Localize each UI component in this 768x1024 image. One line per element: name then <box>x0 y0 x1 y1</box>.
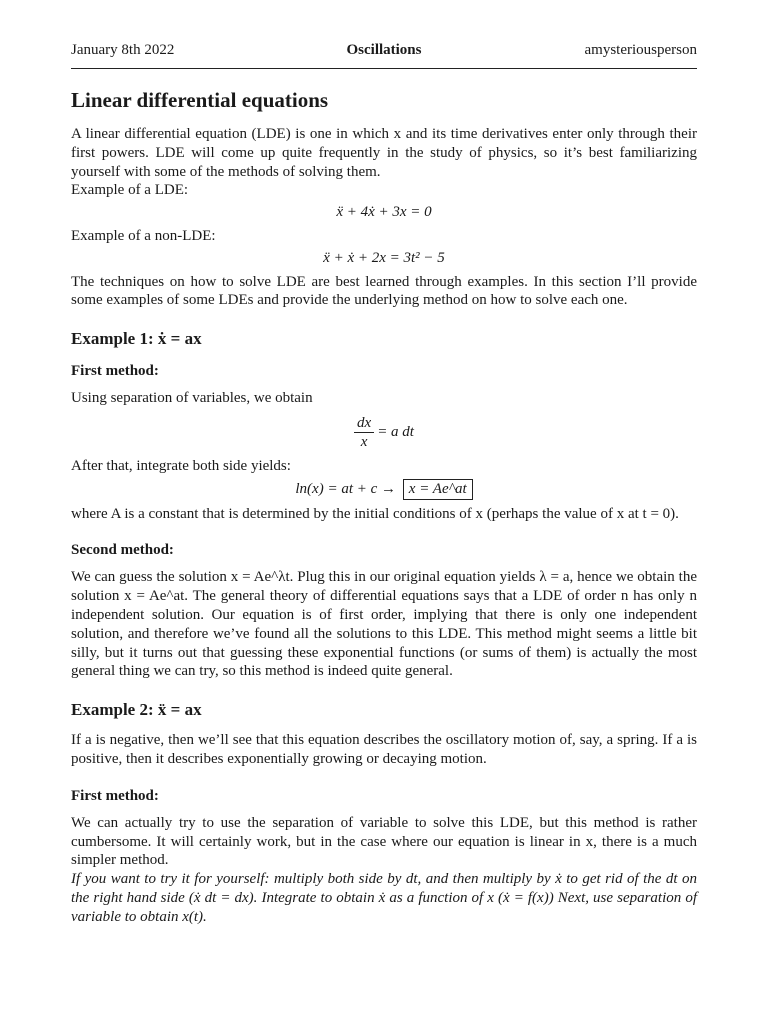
example2-title: Example 2: ẍ = ax <box>71 700 202 720</box>
example1-title: Example 1: ẋ = ax <box>71 329 202 349</box>
example2-first-method-title: First method: <box>71 787 159 804</box>
example2-intro: If a is negative, then we’ll see that this equation describes the oscillatory motion of, say, a spring. If a is positive, then it describes exponentially growing or decaying motion. <box>71 732 697 767</box>
fraction <box>354 414 374 451</box>
second-method-paragraph: We can guess the solution x = Ae^λt. Plug this in our original equation yields λ = a, hence we obtain the solution x = Ae^at. The general theory of differential equations says that a LDE of order n has only n independent solution. Our equation is of first order, implying that there is only one independent solution, and therefore we’ve found all the solutions to this LDE. This method might seems a little bit silly, but it turns out that guessing these exponential functions (or sums of them) is actually the most general thing we can try, so this method is indeed quite general. <box>71 569 697 680</box>
example-lde-label: Example of a LDE: <box>71 182 189 199</box>
fraction-rhs: = a dt <box>377 423 414 440</box>
integrate-text: After that, integrate both side yields: <box>71 457 291 474</box>
example1-first-method-title: First method: <box>71 363 159 380</box>
boxed-solution: x = Ae^at <box>403 479 473 500</box>
section-title: Linear differential equations <box>71 88 329 112</box>
example2-italic-note: If you want to try it for yourself: multiply both side by dt, and then multiply by ẋ to get rid of the dt on the right hand side (ẋ dt = dx). Integrate to obtain ẋ as a function of x (ẋ = f(x)) Next, use separation of variable to obtain x(t). <box>71 871 697 925</box>
example-nonlde-equation: ẍ + ẋ + 2x = 3t² − 5 <box>323 249 445 266</box>
example-nonlde-label: Example of a non-LDE: <box>71 227 216 244</box>
constant-paragraph: where A is a constant that is determined by the initial conditions of x (perhaps the value of x at t = 0). <box>71 505 679 522</box>
document-body <box>71 84 697 927</box>
integrate-lhs: ln(x) = at + c → <box>295 480 397 497</box>
example2-first-method-paragraph: We can actually try to use the separation of variable to solve this LDE, but this method is rather cumbersome. It will certainly work, but in the case where our equation is linear in x, there is a much simpler method. <box>71 814 697 869</box>
intro-paragraph: A linear differential equation (LDE) is one in which x and its time derivatives enter only through their first powers. LDE will come up quite frequently in the study of physics, so it’s best familiarizing yourself with some of the methods of solving them. <box>71 126 697 180</box>
header-rule <box>71 68 697 69</box>
example-lde-equation: ẍ + 4ẋ + 3x = 0 <box>336 204 432 221</box>
techniques-paragraph: The techniques on how to solve LDE are best learned through examples. In this section I’ll provide some examples of some LDEs and provide the underlying method on how to solve each one. <box>71 273 697 309</box>
integrate-equation <box>71 479 697 500</box>
fraction-numerator: dx <box>354 414 374 433</box>
separation-equation <box>71 414 697 451</box>
fraction-denominator: x <box>360 433 368 450</box>
header-subject: Oscillations <box>346 42 422 58</box>
header-author: amysteriousperson <box>584 42 697 58</box>
header-date: January 8th 2022 <box>71 42 175 58</box>
example1-second-method-title: Second method: <box>71 542 174 559</box>
separation-text: Using separation of variables, we obtain <box>71 390 313 407</box>
